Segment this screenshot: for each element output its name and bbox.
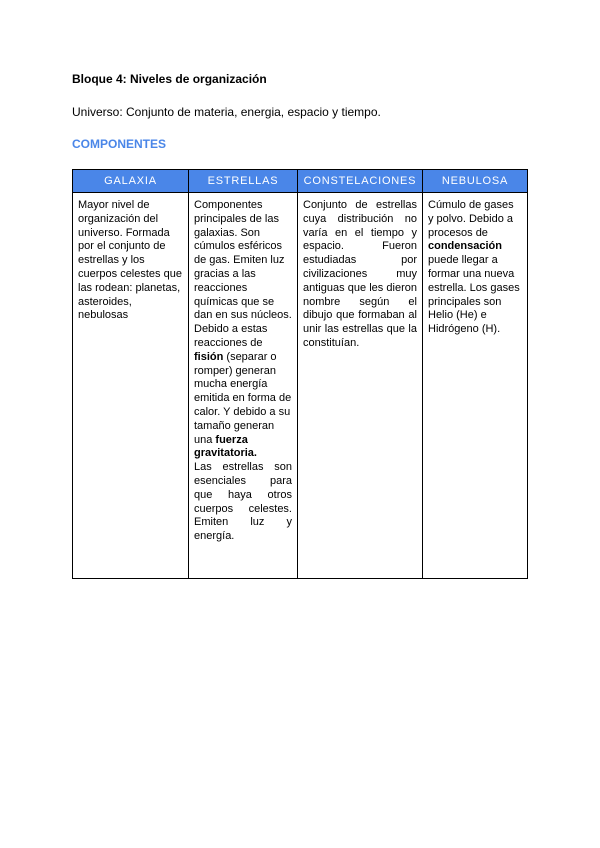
cell-estrellas	[189, 193, 298, 579]
header-estrellas: ESTRELLAS	[189, 170, 298, 193]
intro-text: Universo: Conjunto de materia, energia, espacio y tiempo.	[72, 105, 381, 119]
estrellas-p1: Componentes principales de las galaxias. Son cúmulos esféricos de gas. Emiten luz gracias a las reacciones químicas que se dan en sus núcleos.	[194, 199, 292, 322]
estrellas-fision: fisión	[194, 350, 224, 363]
galaxia-text: Mayor nivel de organización del universo. Formada por el conjunto de estrellas y los cuerpos celestes que las rodean: planetas, asteroides, nebulosas	[78, 199, 182, 322]
section-title: COMPONENTES	[72, 137, 167, 151]
nebulosa-text	[428, 199, 522, 337]
cell-constelaciones	[298, 193, 423, 579]
cell-galaxia	[73, 193, 189, 579]
nebulosa-a: Cúmulo de gases y polvo. Debido a procesos de	[428, 199, 514, 239]
estrellas-p3: Las estrellas son esenciales para que haya otros cuerpos celestes. Emiten luz y energía.	[194, 461, 292, 543]
nebulosa-condensacion: condensación	[428, 240, 502, 253]
cell-nebulosa	[423, 193, 528, 579]
estrellas-p2-b: (separar o romper) generan mucha energía emitida en forma de calor. Y debido a su tamaño generan una	[194, 350, 292, 446]
estrellas-p2	[194, 323, 292, 461]
page-title: Bloque 4: Niveles de organización	[72, 72, 267, 86]
estrellas-fuerza: fuerza gravitatoria.	[194, 433, 257, 460]
nebulosa-b: puede llegar a formar una nueva estrella. Los gases principales son Helio (He) e Hidrógeno (H).	[428, 254, 520, 336]
components-table	[72, 169, 528, 579]
header-constelaciones: CONSTELACIONES	[298, 170, 423, 193]
estrellas-p2-a: Debido a estas reacciones de	[194, 323, 268, 349]
header-nebulosa: NEBULOSA	[423, 170, 528, 193]
table-row	[73, 193, 528, 579]
table-header-row	[73, 170, 528, 193]
constelaciones-text: Conjunto de estrellas cuya distribución no varía en el tiempo y espacio. Fueron estudiadas por civilizaciones muy antiguas que les dieron nombre según el dibujo que formaban al unir las estrellas que la constituían.	[303, 199, 417, 349]
header-galaxia: GALAXIA	[73, 170, 189, 193]
